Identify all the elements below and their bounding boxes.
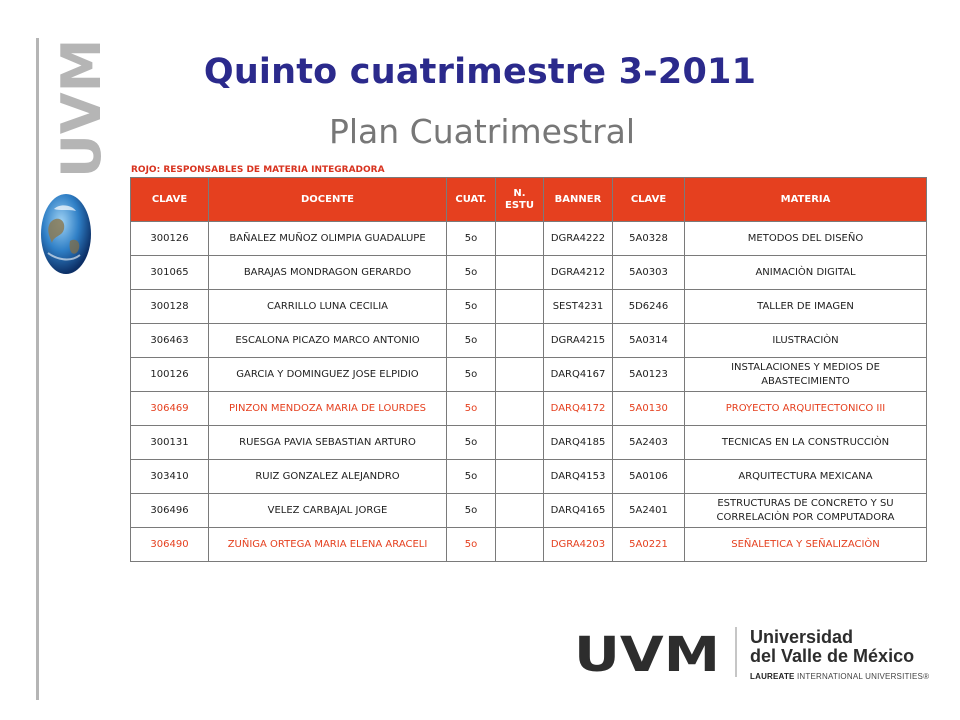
globe-icon <box>40 193 92 276</box>
cuat-cell: 5o <box>447 392 496 426</box>
cuat-cell: 5o <box>447 222 496 256</box>
banner-cell: DGRA4212 <box>544 256 613 290</box>
header-cell: MATERIA <box>685 178 927 222</box>
materia-cell: TALLER DE IMAGEN <box>685 290 927 324</box>
clave-cell: 306463 <box>131 324 209 358</box>
table-row-highlighted <box>131 528 927 562</box>
clave-cell: 100126 <box>131 358 209 392</box>
docente-cell: RUESGA PAVIA SEBASTIAN ARTURO <box>209 426 447 460</box>
banner-cell: DARQ4185 <box>544 426 613 460</box>
n-estu-cell <box>496 528 544 562</box>
materia-cell: ANIMACIÒN DIGITAL <box>685 256 927 290</box>
docente-cell: BARAJAS MONDRAGON GERARDO <box>209 256 447 290</box>
docente-cell: ESCALONA PICAZO MARCO ANTONIO <box>209 324 447 358</box>
docente-cell: ZUÑIGA ORTEGA MARIA ELENA ARACELI <box>209 528 447 562</box>
cuat-cell: 5o <box>447 426 496 460</box>
table-row <box>131 460 927 494</box>
legend-note: ROJO: RESPONSABLES DE MATERIA INTEGRADORA <box>131 165 385 175</box>
cuat-cell: 5o <box>447 324 496 358</box>
header-cell: CUAT. <box>447 178 496 222</box>
clave-cell: 303410 <box>131 460 209 494</box>
materia-cell: ARQUITECTURA MEXICANA <box>685 460 927 494</box>
table-row <box>131 290 927 324</box>
header-cell: CLAVE <box>131 178 209 222</box>
n-estu-cell <box>496 494 544 528</box>
table-row <box>131 324 927 358</box>
logo-divider <box>735 627 737 677</box>
uvm-wordmark <box>574 627 724 683</box>
clave-cell: 301065 <box>131 256 209 290</box>
clave2-cell: 5A0303 <box>613 256 685 290</box>
uvm-vertical-logo <box>50 28 113 178</box>
table-row <box>131 358 927 392</box>
clave2-cell: 5A0123 <box>613 358 685 392</box>
clave-cell: 306490 <box>131 528 209 562</box>
n-estu-cell <box>496 426 544 460</box>
cuat-cell: 5o <box>447 494 496 528</box>
n-estu-cell <box>496 460 544 494</box>
n-estu-cell <box>496 290 544 324</box>
page-subtitle: Plan Cuatrimestral <box>328 112 636 151</box>
uvm-footer-logo <box>574 627 934 687</box>
table-row <box>131 256 927 290</box>
clave-cell: 300126 <box>131 222 209 256</box>
banner-cell: DARQ4153 <box>544 460 613 494</box>
materia-cell: METODOS DEL DISEÑO <box>685 222 927 256</box>
clave2-cell: 5D6246 <box>613 290 685 324</box>
docente-cell: GARCIA Y DOMINGUEZ JOSE ELPIDIO <box>209 358 447 392</box>
materia-cell: ILUSTRACIÒN <box>685 324 927 358</box>
table-header-row <box>131 178 927 222</box>
header-cell: N. ESTU <box>496 178 544 222</box>
docente-cell: CARRILLO LUNA CECILIA <box>209 290 447 324</box>
n-estu-cell <box>496 358 544 392</box>
n-estu-cell <box>496 222 544 256</box>
n-estu-cell <box>496 392 544 426</box>
clave2-cell: 5A0328 <box>613 222 685 256</box>
page-title: Quinto cuatrimestre 3-2011 <box>203 52 757 92</box>
materia-cell: INSTALACIONES Y MEDIOS DE ABASTECIMIENTO <box>685 358 927 392</box>
clave-cell: 300128 <box>131 290 209 324</box>
svg-text:UVM: UVM <box>574 627 720 683</box>
table-row <box>131 494 927 528</box>
cuat-cell: 5o <box>447 290 496 324</box>
materia-cell: SEÑALETICA Y SEÑALIZACIÒN <box>685 528 927 562</box>
cuat-cell: 5o <box>447 358 496 392</box>
banner-cell: DARQ4167 <box>544 358 613 392</box>
cuat-cell: 5o <box>447 528 496 562</box>
materia-cell: TECNICAS EN LA CONSTRUCCIÒN <box>685 426 927 460</box>
docente-cell: RUIZ GONZALEZ ALEJANDRO <box>209 460 447 494</box>
banner-cell: DGRA4222 <box>544 222 613 256</box>
clave2-cell: 5A2403 <box>613 426 685 460</box>
clave2-cell: 5A0130 <box>613 392 685 426</box>
n-estu-cell <box>496 324 544 358</box>
schedule-table <box>130 177 927 562</box>
header-cell: BANNER <box>544 178 613 222</box>
table-row-highlighted <box>131 392 927 426</box>
left-vertical-rule <box>36 38 39 700</box>
materia-cell: PROYECTO ARQUITECTONICO III <box>685 392 927 426</box>
table-row <box>131 222 927 256</box>
banner-cell: DARQ4172 <box>544 392 613 426</box>
banner-cell: DGRA4215 <box>544 324 613 358</box>
laureate-rest: INTERNATIONAL UNIVERSITIES® <box>794 672 930 681</box>
clave2-cell: 5A0106 <box>613 460 685 494</box>
clave2-cell: 5A2401 <box>613 494 685 528</box>
header-cell: DOCENTE <box>209 178 447 222</box>
clave-cell: 306496 <box>131 494 209 528</box>
docente-cell: VELEZ CARBAJAL JORGE <box>209 494 447 528</box>
clave-cell: 306469 <box>131 392 209 426</box>
university-name-line2: del Valle de México <box>750 646 915 666</box>
clave2-cell: 5A0221 <box>613 528 685 562</box>
docente-cell: PINZON MENDOZA MARIA DE LOURDES <box>209 392 447 426</box>
banner-cell: DGRA4203 <box>544 528 613 562</box>
svg-text:UVM: UVM <box>50 38 113 178</box>
cuat-cell: 5o <box>447 256 496 290</box>
banner-cell: SEST4231 <box>544 290 613 324</box>
laureate-tagline <box>750 672 929 681</box>
materia-cell: ESTRUCTURAS DE CONCRETO Y SU CORRELACIÒN POR COMPUTADORA <box>685 494 927 528</box>
n-estu-cell <box>496 256 544 290</box>
clave-cell: 300131 <box>131 426 209 460</box>
table-row <box>131 426 927 460</box>
clave2-cell: 5A0314 <box>613 324 685 358</box>
laureate-bold: LAUREATE <box>750 672 795 681</box>
university-name-line1: Universidad <box>750 627 854 647</box>
banner-cell: DARQ4165 <box>544 494 613 528</box>
docente-cell: BAÑALEZ MUÑOZ OLIMPIA GUADALUPE <box>209 222 447 256</box>
cuat-cell: 5o <box>447 460 496 494</box>
header-cell: CLAVE <box>613 178 685 222</box>
